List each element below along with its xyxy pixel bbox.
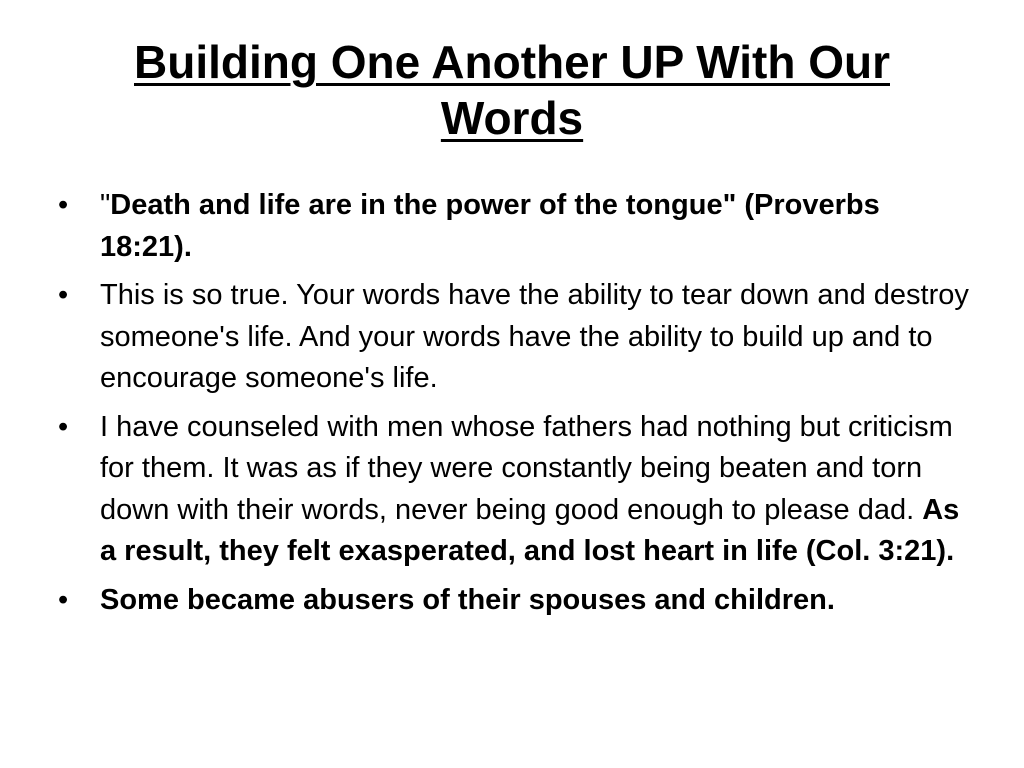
bullet-item-3 <box>52 407 972 573</box>
bullet-item-4 <box>52 580 972 622</box>
bullet-dot-icon: • <box>58 583 69 616</box>
bullet-dot-icon: • <box>58 189 69 221</box>
bullet-list <box>52 185 972 628</box>
slide-title: Building One Another UP With Our Words <box>134 36 890 144</box>
bullet-text-part-bold: Some became abusers of their spouses and children. <box>100 583 835 616</box>
bullet-text-part: " <box>100 189 111 221</box>
bullet-dot-icon: • <box>58 279 69 311</box>
bullet-text-part: I have counseled with men whose fathers had nothing but criticism for them. It was as if they were constantly being beaten and torn down with their words, never being good enough to please dad. <box>100 410 953 526</box>
bullet-text-part-bold: Death and life are in the power of the tongue" (Proverbs 18:21). <box>100 189 880 263</box>
bullet-item-2 <box>52 275 972 400</box>
bullet-dot-icon: • <box>58 410 69 443</box>
bullet-text-part-bold: As a result, they felt exasperated, and lost heart in life (Col. 3:21). <box>100 493 960 567</box>
bullet-item-1 <box>52 185 972 268</box>
bullet-text-part: This is so true. Your words have the ability to tear down and destroy someone's life. And your words have the ability to build up and to encourage someone's life. <box>100 279 969 394</box>
